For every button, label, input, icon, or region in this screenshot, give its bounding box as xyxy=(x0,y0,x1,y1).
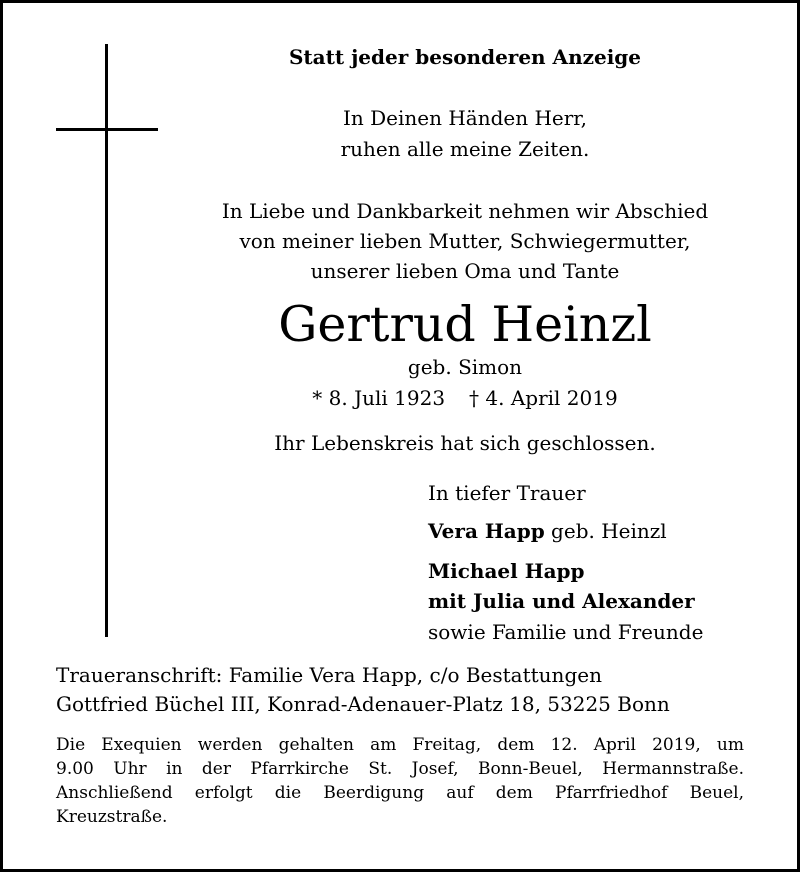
mourner-2-companions: mit Julia und Alexander xyxy=(428,589,695,613)
notice-line-2: 9.00 Uhr in der Pfarrkirche St. Josef, Bonn-Beuel, Hermannstraße. xyxy=(56,759,744,779)
verse-line-2: ruhen alle meine Zeiten. xyxy=(340,137,590,161)
cross-icon-horizontal-bar xyxy=(56,128,158,131)
mourner-1-suffix: geb. Heinzl xyxy=(544,519,667,543)
intro-line-2: von meiner lieben Mutter, Schwiegermutter, xyxy=(239,229,691,253)
address-line-1: Traueranschrift: Familie Vera Happ, c/o Bestattungen xyxy=(56,663,602,687)
address-line-2: Gottfried Büchel III, Konrad-Adenauer-Platz 18, 53225 Bonn xyxy=(56,692,670,716)
intro-line-1: In Liebe und Dankbarkeit nehmen wir Abschied xyxy=(221,199,709,223)
verse-line-1: In Deinen Händen Herr, xyxy=(342,106,588,130)
notice-line-1: Die Exequien werden gehalten am Freitag, dem 12. April 2019, um xyxy=(56,735,744,755)
notice-line-3: Anschließend erfolgt die Beerdigung auf dem Pfarrfriedhof Beuel, xyxy=(56,783,744,803)
mourner-2-line-1 xyxy=(428,556,585,586)
mourner-1-name: Vera Happ xyxy=(428,519,545,543)
mourners-others: sowie Familie und Freunde xyxy=(428,620,704,644)
funeral-notice xyxy=(56,733,744,829)
closing-line: Ihr Lebenskreis hat sich geschlossen. xyxy=(274,431,656,455)
deceased-name: Gertrud Heinzl xyxy=(278,296,652,353)
heading: Statt jeder besonderen Anzeige xyxy=(288,45,642,69)
cross-icon-vertical-bar xyxy=(105,44,108,637)
mourner-2-line-2 xyxy=(428,586,695,616)
notice-line-4: Kreuzstraße. xyxy=(56,807,168,827)
mourner-1 xyxy=(428,516,667,546)
life-dates xyxy=(180,383,750,413)
death-date: † 4. April 2019 xyxy=(469,386,618,410)
intro-line-3: unserer lieben Oma und Tante xyxy=(310,259,620,283)
mourner-2-name: Michael Happ xyxy=(428,559,585,583)
birth-name: geb. Simon xyxy=(407,355,523,379)
birth-date: * 8. Juli 1923 xyxy=(312,386,446,410)
mourners-intro: In tiefer Trauer xyxy=(428,481,586,505)
